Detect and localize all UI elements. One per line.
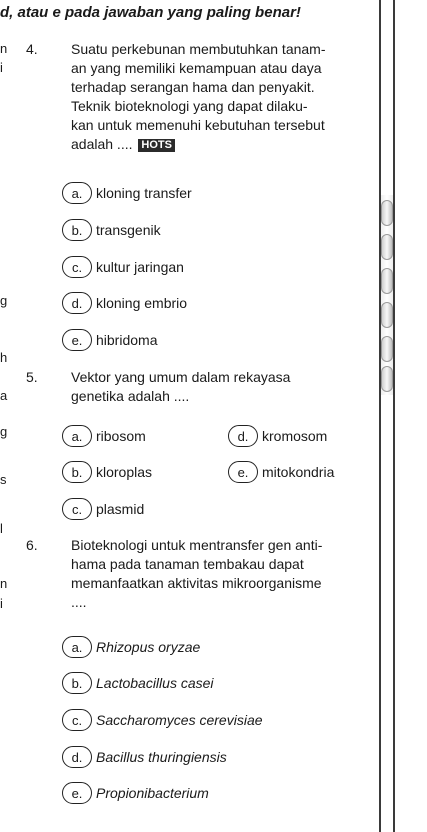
option-letter: d. bbox=[62, 292, 92, 314]
option-letter: d. bbox=[228, 425, 258, 447]
option-letter: e. bbox=[62, 329, 92, 351]
q6-option-c[interactable] bbox=[62, 708, 263, 732]
q4-option-b[interactable] bbox=[62, 218, 161, 242]
option-text: Lactobacillus casei bbox=[96, 675, 214, 691]
instruction-heading: d, atau e pada jawaban yang paling benar! bbox=[0, 4, 301, 21]
option-letter: c. bbox=[62, 498, 92, 520]
question-text-line: Suatu perkebunan membutuhkan tanam- bbox=[71, 41, 326, 57]
option-letter: d. bbox=[62, 746, 92, 768]
q4-option-c[interactable] bbox=[62, 255, 184, 279]
margin-mark: g bbox=[0, 424, 8, 439]
option-letter: a. bbox=[62, 182, 92, 204]
q5-option-a[interactable] bbox=[62, 424, 146, 448]
option-letter: c. bbox=[62, 256, 92, 278]
option-text: kultur jaringan bbox=[96, 259, 184, 275]
q4-option-e[interactable] bbox=[62, 328, 157, 352]
question-6-text bbox=[71, 536, 369, 612]
binding-ring-icon bbox=[381, 200, 393, 226]
option-letter: b. bbox=[62, 461, 92, 483]
hots-badge: HOTS bbox=[138, 139, 175, 152]
binding-ring-icon bbox=[381, 366, 393, 392]
binding-ring-icon bbox=[381, 268, 393, 294]
q5-option-c[interactable] bbox=[62, 497, 144, 521]
option-text: plasmid bbox=[96, 501, 145, 517]
question-text-line: an yang memiliki kemampuan atau daya bbox=[71, 60, 322, 76]
question-text-line: .... bbox=[71, 594, 87, 610]
q4-option-a[interactable] bbox=[62, 181, 192, 205]
margin-mark: s bbox=[0, 472, 7, 487]
question-4-number: 4. bbox=[26, 41, 38, 57]
option-letter: e. bbox=[228, 461, 258, 483]
option-text: kloning embrio bbox=[96, 295, 188, 311]
question-text-line-final bbox=[71, 135, 369, 154]
binding-ring-icon bbox=[381, 234, 393, 260]
q5-option-b[interactable] bbox=[62, 460, 152, 484]
q5-option-d[interactable] bbox=[228, 424, 327, 448]
option-text: Propionibacterium bbox=[96, 785, 209, 801]
option-text: Bacillus thuringiensis bbox=[96, 749, 227, 765]
option-text: transgenik bbox=[96, 222, 161, 238]
option-letter: c. bbox=[62, 709, 92, 731]
q6-option-b[interactable] bbox=[62, 671, 214, 695]
margin-mark: h bbox=[0, 350, 8, 365]
option-text: kloroplas bbox=[96, 464, 153, 480]
option-text: ribosom bbox=[96, 428, 146, 444]
question-text-line: kan untuk memenuhi kebutuhan tersebut bbox=[71, 117, 325, 133]
margin-mark: n bbox=[0, 41, 8, 56]
q6-option-a[interactable] bbox=[62, 635, 200, 659]
question-5-text bbox=[71, 368, 369, 406]
q6-option-e[interactable] bbox=[62, 781, 209, 805]
question-6-number: 6. bbox=[26, 537, 38, 553]
spine-line bbox=[379, 0, 381, 832]
question-text-line: Bioteknologi untuk mentransfer gen anti- bbox=[71, 537, 323, 553]
binding-ring-icon bbox=[381, 302, 393, 328]
q5-option-e[interactable] bbox=[228, 460, 334, 484]
option-text: mitokondria bbox=[262, 464, 335, 480]
margin-mark: a bbox=[0, 388, 8, 403]
option-text: kloning transfer bbox=[96, 185, 192, 201]
option-text: hibridoma bbox=[96, 332, 158, 348]
question-5-number: 5. bbox=[26, 369, 38, 385]
option-text: Saccharomyces cerevisiae bbox=[96, 712, 263, 728]
q4-option-d[interactable] bbox=[62, 291, 187, 315]
option-text: Rhizopus oryzae bbox=[96, 639, 201, 655]
margin-mark: l bbox=[0, 521, 3, 536]
option-text: kromosom bbox=[262, 428, 328, 444]
margin-mark: n bbox=[0, 576, 8, 591]
question-text-line: memanfaatkan aktivitas mikroorganisme bbox=[71, 575, 322, 591]
question-text-line: Vektor yang umum dalam rekayasa bbox=[71, 369, 291, 385]
q6-option-d[interactable] bbox=[62, 745, 227, 769]
question-text-line: terhadap serangan hama dan penyakit. bbox=[71, 79, 315, 95]
option-letter: e. bbox=[62, 782, 92, 804]
margin-mark: i bbox=[0, 596, 3, 611]
spine-line bbox=[393, 0, 395, 832]
question-text-line: genetika adalah .... bbox=[71, 388, 190, 404]
option-letter: a. bbox=[62, 425, 92, 447]
question-4-text bbox=[71, 40, 369, 154]
question-text-line: Teknik bioteknologi yang dapat dilaku- bbox=[71, 98, 308, 114]
option-letter: b. bbox=[62, 219, 92, 241]
question-text-line: hama pada tanaman tembakau dapat bbox=[71, 556, 304, 572]
binding-ring-icon bbox=[381, 336, 393, 362]
margin-mark: g bbox=[0, 293, 8, 308]
option-letter: a. bbox=[62, 636, 92, 658]
margin-mark: i bbox=[0, 60, 3, 75]
option-letter: b. bbox=[62, 672, 92, 694]
question-text-line: adalah .... bbox=[71, 136, 133, 152]
